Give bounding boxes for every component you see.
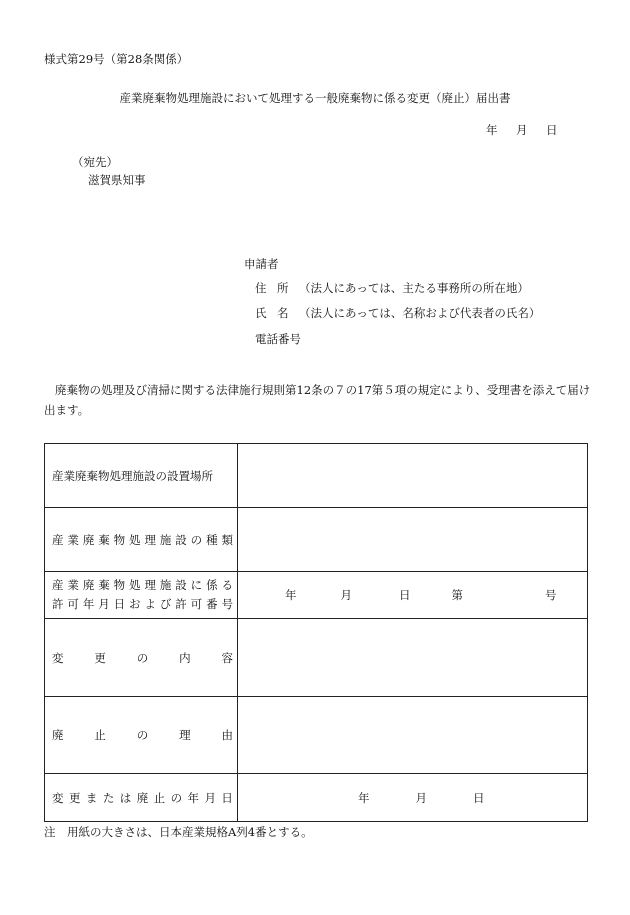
form-number: 様式第29号（第28条関係） xyxy=(44,52,189,66)
name-key-1: 氏 xyxy=(255,306,267,320)
name-note: （法人にあっては、名称および代表者の氏名） xyxy=(299,306,541,320)
address-key-2: 所 xyxy=(277,281,289,295)
applicant-address-row xyxy=(255,280,529,296)
facility-type-field[interactable] xyxy=(238,508,588,572)
date-day: 日 xyxy=(546,123,558,137)
form-table xyxy=(44,443,588,822)
date-month: 月 xyxy=(516,123,528,137)
location-field[interactable] xyxy=(238,444,588,508)
date-year: 年 xyxy=(486,123,498,137)
statement-text: 廃棄物の処理及び清掃に関する法律施行規則第12条の７の17第５項の規定により、受理書を添えて届け出ます。 xyxy=(44,383,591,417)
change-date: 年 月 日 xyxy=(358,790,485,805)
date-line xyxy=(486,122,558,138)
row-label-change-date: 変 更 ま た は 廃 止 の 年 月 日 xyxy=(45,774,238,822)
footnote: 注 用紙の大きさは、日本産業規格A列4番とする。 xyxy=(44,825,313,839)
address-key-1: 住 xyxy=(255,281,267,295)
name-key-2: 名 xyxy=(277,306,289,320)
applicant-name-row xyxy=(255,305,540,321)
row-label-location: 産業廃棄物処理施設の設置場所 xyxy=(45,444,238,508)
applicant-label: 申請者 xyxy=(244,257,279,271)
table-row xyxy=(45,774,588,822)
row-label-change-content: 変 更 の 内 容 xyxy=(45,619,238,697)
table-row xyxy=(45,444,588,508)
change-date-field[interactable] xyxy=(238,774,588,822)
row-label-facility-type: 産 業 廃 棄 物 処 理 施 設 の 種 類 xyxy=(45,508,238,572)
document-title: 産業廃棄物処理施設において処理する一般廃棄物に係る変更（廃止）届出書 xyxy=(119,91,511,105)
applicant-phone-label: 電話番号 xyxy=(255,332,301,346)
table-row xyxy=(45,572,588,619)
table-row xyxy=(45,697,588,774)
row-label-permit: 産 業 廃 棄 物 処 理 施 設 に 係 る 許 可 年 月 日 お よ び 許 可 番 号 xyxy=(45,572,238,619)
change-content-field[interactable] xyxy=(238,619,588,697)
address-note: （法人にあっては、主たる事務所の所在地） xyxy=(299,281,529,295)
table-row xyxy=(45,619,588,697)
abolition-reason-field[interactable] xyxy=(238,697,588,774)
addressee-name: 滋賀県知事 xyxy=(88,173,146,187)
addressee-label: （宛先） xyxy=(72,155,118,169)
table-row xyxy=(45,508,588,572)
row-label-abolition-reason: 廃 止 の 理 由 xyxy=(45,697,238,774)
permit-date-number: 年 月 日 第 号 xyxy=(285,588,557,602)
permit-date-number-field[interactable] xyxy=(238,572,588,619)
